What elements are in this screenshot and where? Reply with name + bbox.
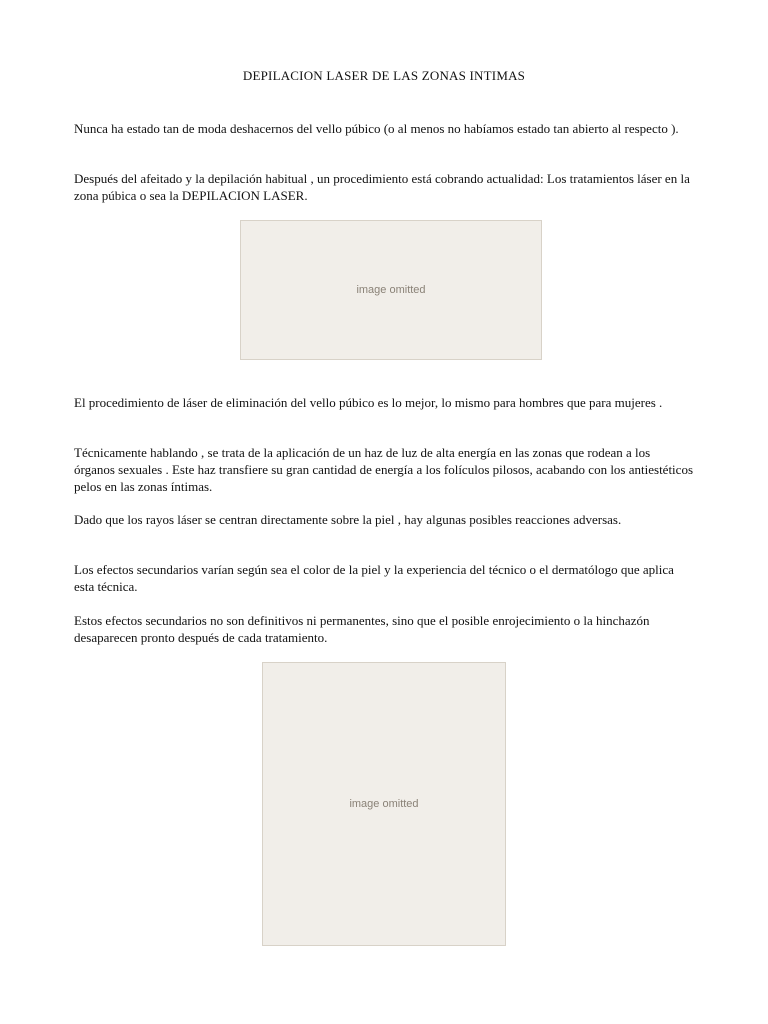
paragraph: Dado que los rayos láser se centran directamente sobre la piel , hay algunas posibles reacciones adversas. [74, 512, 622, 527]
paragraph: Técnicamente hablando , se trata de la aplicación de un haz de luz de alta energía en las zonas que rodean a los órganos sexuales . Este haz transfiere su gran cantidad de energía a los folículos pilosos, acabando con los antiestéticos pelos en las zonas íntimas. [74, 445, 693, 494]
paragraph: Nunca ha estado tan de moda deshacernos del vello púbico (o al menos no habíamos estado tan abierto al respecto ). [74, 121, 679, 136]
paragraph: El procedimiento de láser de eliminación del vello púbico es lo mejor, lo mismo para hombres que para mujeres . [74, 395, 663, 410]
image-placeholder: image omitted [240, 220, 542, 360]
image-placeholder: image omitted [262, 662, 506, 946]
paragraph: Los efectos secundarios varían según sea el color de la piel y la experiencia del técnico o el dermatólogo que aplica esta técnica. [74, 562, 674, 594]
page-title: DEPILACION LASER DE LAS ZONAS INTIMAS [242, 68, 526, 83]
paragraph: Estos efectos secundarios no son definitivos ni permanentes, sino que el posible enrojecimiento o la hinchazón desaparecen pronto después de cada tratamiento. [74, 613, 650, 645]
paragraph: Después del afeitado y la depilación habitual , un procedimiento está cobrando actualidad: Los tratamientos láser en la zona púbica o sea la DEPILACION LASER. [74, 171, 690, 203]
